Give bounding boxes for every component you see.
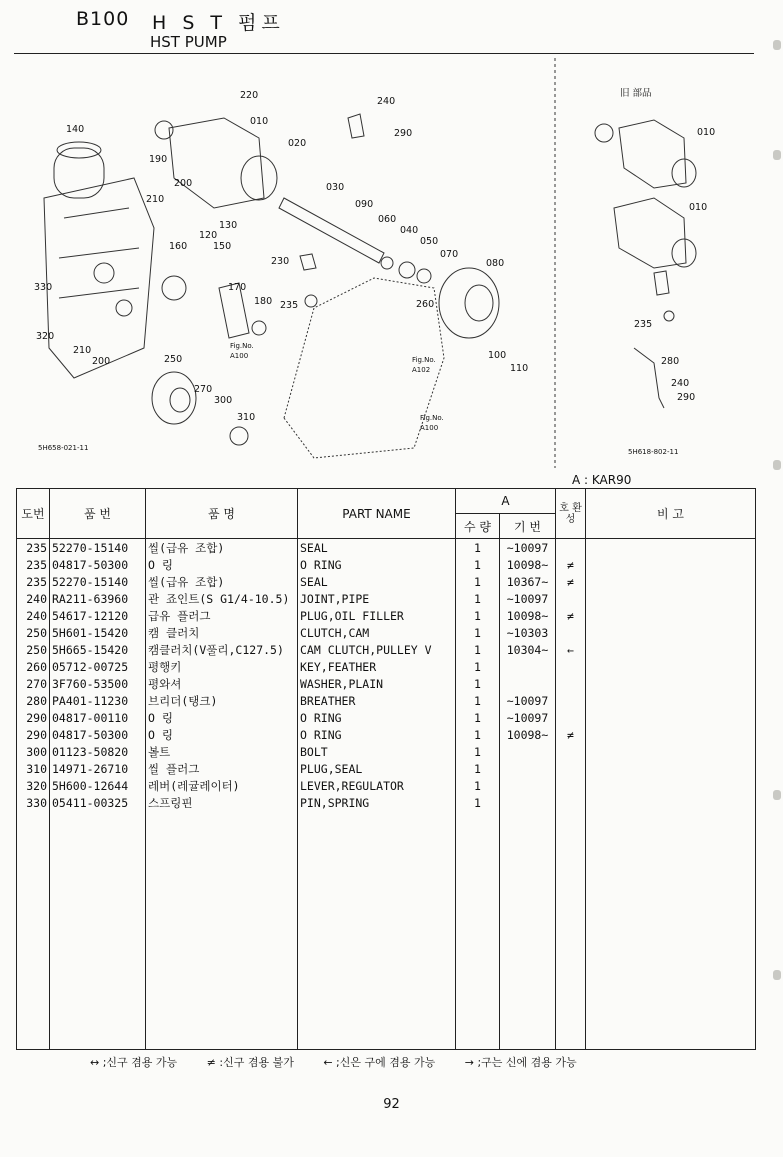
table-row [17, 743, 756, 760]
cell-name-ko: 캠클러치(V풀리,C127.5) [146, 641, 298, 658]
svg-text:330: 330 [34, 282, 53, 293]
table-filler [17, 811, 756, 1050]
svg-text:310: 310 [237, 412, 256, 423]
table-row [17, 794, 756, 811]
cell-serial: 10367~ [500, 573, 556, 590]
svg-text:A100: A100 [230, 352, 249, 360]
cell-qty: 1 [456, 539, 500, 557]
svg-text:Fig.No.: Fig.No. [230, 342, 254, 350]
svg-text:030: 030 [326, 182, 345, 193]
cell-no: 235 [17, 556, 50, 573]
cell-qty: 1 [456, 556, 500, 573]
cell-remarks [586, 794, 756, 811]
cell-no: 330 [17, 794, 50, 811]
cell-remarks [586, 709, 756, 726]
cell-part-no: 54617-12120 [50, 607, 146, 624]
cell-part-name: BOLT [298, 743, 456, 760]
svg-text:230: 230 [271, 256, 290, 267]
cell-serial [500, 675, 556, 692]
cell-remarks [586, 539, 756, 557]
pulley-drawing [152, 268, 499, 424]
cell-ic [556, 709, 586, 726]
cell-ic: ≠ [556, 573, 586, 590]
svg-text:280: 280 [661, 356, 680, 367]
svg-text:270: 270 [194, 384, 213, 395]
svg-text:010: 010 [697, 127, 716, 138]
svg-text:Fig.No.: Fig.No. [412, 356, 436, 364]
svg-text:040: 040 [400, 225, 419, 236]
cell-name-ko: 스프링핀 [146, 794, 298, 811]
cell-ic [556, 760, 586, 777]
cell-serial [500, 760, 556, 777]
cell-part-name: O RING [298, 709, 456, 726]
table-row [17, 658, 756, 675]
cell-qty: 1 [456, 760, 500, 777]
svg-text:290: 290 [394, 128, 413, 139]
table-row [17, 641, 756, 658]
cell-part-no: 5H600-12644 [50, 777, 146, 794]
cell-remarks [586, 726, 756, 743]
svg-text:100: 100 [488, 350, 507, 361]
cell-part-name: SEAL [298, 539, 456, 557]
table-row [17, 726, 756, 743]
svg-text:220: 220 [240, 90, 259, 101]
cell-serial: 10098~ [500, 556, 556, 573]
cell-ic [556, 624, 586, 641]
cell-ic [556, 794, 586, 811]
svg-text:050: 050 [420, 236, 439, 247]
cell-qty: 1 [456, 573, 500, 590]
filler-cell [17, 811, 50, 1050]
cell-part-name: PLUG,OIL FILLER [298, 607, 456, 624]
svg-text:200: 200 [92, 356, 111, 367]
cell-part-name: PIN,SPRING [298, 794, 456, 811]
cell-qty: 1 [456, 726, 500, 743]
cell-no: 300 [17, 743, 50, 760]
legend-item: ≠ :신구 겸용 불가 [206, 1056, 294, 1069]
svg-text:A100: A100 [420, 424, 439, 432]
cell-part-no: 04817-50300 [50, 556, 146, 573]
cell-serial [500, 794, 556, 811]
filler-cell [500, 811, 556, 1050]
cell-name-ko: O 링 [146, 709, 298, 726]
svg-text:300: 300 [214, 395, 233, 406]
cell-no: 250 [17, 641, 50, 658]
svg-text:Fig.No.: Fig.No. [420, 414, 444, 422]
cell-name-ko: 볼트 [146, 743, 298, 760]
cell-remarks [586, 743, 756, 760]
svg-text:160: 160 [169, 241, 188, 252]
cell-part-name: CAM CLUTCH,PULLEY V [298, 641, 456, 658]
cell-qty: 1 [456, 794, 500, 811]
cell-ic [556, 658, 586, 675]
cell-ic: ≠ [556, 607, 586, 624]
cell-part-no: 01123-50820 [50, 743, 146, 760]
svg-text:120: 120 [199, 230, 218, 241]
header-part-no: 품 번 [50, 489, 146, 539]
cell-serial [500, 777, 556, 794]
cell-remarks [586, 658, 756, 675]
header-qty: 수 량 [456, 514, 500, 539]
cell-qty: 1 [456, 743, 500, 760]
cell-name-ko: 캠 클러치 [146, 624, 298, 641]
svg-text:5H618-802-11: 5H618-802-11 [628, 448, 679, 456]
exploded-parts-diagram [14, 58, 754, 474]
table-row [17, 777, 756, 794]
cell-qty: 1 [456, 709, 500, 726]
cell-part-name: KEY,FEATHER [298, 658, 456, 675]
cell-name-ko: 씰(급유 조합) [146, 573, 298, 590]
cell-part-no: PA401-11230 [50, 692, 146, 709]
cell-part-name: WASHER,PLAIN [298, 675, 456, 692]
filler-cell [50, 811, 146, 1050]
svg-text:110: 110 [510, 363, 529, 374]
cell-ic: ← [556, 641, 586, 658]
old-parts-drawing [595, 120, 696, 408]
svg-text:260: 260 [416, 299, 435, 310]
cell-qty: 1 [456, 658, 500, 675]
svg-text:060: 060 [378, 214, 397, 225]
cell-part-no: 14971-26710 [50, 760, 146, 777]
svg-text:170: 170 [228, 282, 247, 293]
cell-serial: 10098~ [500, 726, 556, 743]
cell-name-ko: 급유 플러그 [146, 607, 298, 624]
cell-part-name: BREATHER [298, 692, 456, 709]
cell-qty: 1 [456, 590, 500, 607]
cell-part-name: PLUG,SEAL [298, 760, 456, 777]
legend-item: ← ;신은 구에 겸용 가능 [323, 1056, 436, 1069]
cell-part-name: O RING [298, 556, 456, 573]
cell-name-ko: O 링 [146, 556, 298, 573]
cell-name-ko: 씰(급유 조합) [146, 539, 298, 557]
header-part-name: PART NAME [298, 489, 456, 539]
page-number: 92 [383, 1097, 400, 1112]
header-group: A [456, 489, 556, 514]
cell-part-no: 52270-15140 [50, 573, 146, 590]
section-code: B100 [76, 8, 130, 30]
cell-part-name: LEVER,REGULATOR [298, 777, 456, 794]
table-row [17, 624, 756, 641]
svg-text:010: 010 [689, 202, 708, 213]
header-interchange: 호 환 성 [556, 489, 586, 539]
cell-no: 270 [17, 675, 50, 692]
legend-item: → ;구는 신에 겸용 가능 [464, 1056, 577, 1069]
svg-text:250: 250 [164, 354, 183, 365]
cell-name-ko: 씰 플러그 [146, 760, 298, 777]
cell-name-ko: 레버(레귤레이터) [146, 777, 298, 794]
filler-cell [298, 811, 456, 1050]
svg-text:140: 140 [66, 124, 85, 135]
svg-text:020: 020 [288, 138, 307, 149]
table-row [17, 590, 756, 607]
cell-part-no: RA211-63960 [50, 590, 146, 607]
model-note: A : KAR90 [572, 473, 632, 487]
table-row [17, 692, 756, 709]
cell-serial [500, 658, 556, 675]
table-row [17, 573, 756, 590]
parts-table [16, 488, 756, 1050]
svg-text:190: 190 [149, 154, 168, 165]
svg-text:090: 090 [355, 199, 374, 210]
cell-qty: 1 [456, 777, 500, 794]
cell-qty: 1 [456, 607, 500, 624]
svg-text:290: 290 [677, 392, 696, 403]
cell-no: 280 [17, 692, 50, 709]
cell-serial: ~10097 [500, 539, 556, 557]
cell-no: 310 [17, 760, 50, 777]
cell-part-name: SEAL [298, 573, 456, 590]
cell-part-name: JOINT,PIPE [298, 590, 456, 607]
cell-no: 240 [17, 590, 50, 607]
svg-text:A102: A102 [412, 366, 431, 374]
cell-no: 240 [17, 607, 50, 624]
table-row [17, 760, 756, 777]
cell-ic [556, 743, 586, 760]
page-title-korean: H S T 펌프 [152, 12, 285, 34]
cell-no: 320 [17, 777, 50, 794]
filler-cell [146, 811, 298, 1050]
svg-text:5H658-021-11: 5H658-021-11 [38, 444, 89, 452]
cell-name-ko: 브리더(탱크) [146, 692, 298, 709]
cell-remarks [586, 692, 756, 709]
table-row [17, 539, 756, 557]
legend-item: ↔ ;신구 겸용 가능 [90, 1056, 178, 1069]
table-row [17, 675, 756, 692]
cell-part-no: 04817-00110 [50, 709, 146, 726]
svg-text:210: 210 [146, 194, 165, 205]
cell-remarks [586, 624, 756, 641]
svg-text:320: 320 [36, 331, 55, 342]
legend [90, 1054, 603, 1070]
svg-text:210: 210 [73, 345, 92, 356]
svg-text:240: 240 [377, 96, 396, 107]
cell-ic [556, 692, 586, 709]
cell-remarks [586, 607, 756, 624]
cell-remarks [586, 590, 756, 607]
cell-part-no: 5H601-15420 [50, 624, 146, 641]
svg-text:180: 180 [254, 296, 273, 307]
header-no: 도번 [17, 489, 50, 539]
cell-ic [556, 539, 586, 557]
pump-assembly-drawing [44, 142, 154, 378]
cell-ic [556, 777, 586, 794]
svg-text:旧 部品: 旧 部品 [620, 88, 652, 99]
cell-no: 235 [17, 539, 50, 557]
cell-part-no: 52270-15140 [50, 539, 146, 557]
cell-ic [556, 675, 586, 692]
header-serial: 기 번 [500, 514, 556, 539]
diagram-callouts [34, 87, 715, 456]
cell-remarks [586, 760, 756, 777]
filler-cell [556, 811, 586, 1050]
svg-text:240: 240 [671, 378, 690, 389]
cell-no: 290 [17, 709, 50, 726]
table-row [17, 709, 756, 726]
cell-qty: 1 [456, 624, 500, 641]
page-title-english: HST PUMP [150, 33, 227, 51]
table-row [17, 556, 756, 573]
cell-name-ko: 관 죠인트(S G1/4-10.5) [146, 590, 298, 607]
cell-part-no: 05411-00325 [50, 794, 146, 811]
cell-ic: ≠ [556, 556, 586, 573]
svg-text:130: 130 [219, 220, 238, 231]
filler-cell [586, 811, 756, 1050]
svg-text:010: 010 [250, 116, 269, 127]
cell-name-ko: 평행키 [146, 658, 298, 675]
cell-serial: ~10303 [500, 624, 556, 641]
svg-text:150: 150 [213, 241, 232, 252]
binder-holes [771, 30, 781, 1030]
cell-remarks [586, 573, 756, 590]
cell-part-no: 3F760-53500 [50, 675, 146, 692]
table-row [17, 607, 756, 624]
header-remarks: 비 고 [586, 489, 756, 539]
cell-ic [556, 590, 586, 607]
cell-serial: 10098~ [500, 607, 556, 624]
cell-ic: ≠ [556, 726, 586, 743]
svg-text:200: 200 [174, 178, 193, 189]
filler-cell [456, 811, 500, 1050]
cell-name-ko: O 링 [146, 726, 298, 743]
cell-serial: ~10097 [500, 590, 556, 607]
casting-housing-drawing [169, 118, 444, 458]
cell-no: 250 [17, 624, 50, 641]
cell-remarks [586, 641, 756, 658]
cell-part-name: CLUTCH,CAM [298, 624, 456, 641]
header-rule [14, 53, 754, 54]
cell-qty: 1 [456, 675, 500, 692]
cell-remarks [586, 675, 756, 692]
cell-part-no: 05712-00725 [50, 658, 146, 675]
header-name-ko: 품 명 [146, 489, 298, 539]
cell-no: 235 [17, 573, 50, 590]
svg-text:235: 235 [280, 300, 299, 311]
cell-serial [500, 743, 556, 760]
cell-serial: 10304~ [500, 641, 556, 658]
svg-text:235: 235 [634, 319, 653, 330]
cell-qty: 1 [456, 692, 500, 709]
cell-serial: ~10097 [500, 692, 556, 709]
cell-serial: ~10097 [500, 709, 556, 726]
svg-text:080: 080 [486, 258, 505, 269]
cell-part-name: O RING [298, 726, 456, 743]
cell-remarks [586, 777, 756, 794]
cell-part-no: 04817-50300 [50, 726, 146, 743]
cell-remarks [586, 556, 756, 573]
cell-qty: 1 [456, 641, 500, 658]
cell-name-ko: 평와셔 [146, 675, 298, 692]
svg-text:070: 070 [440, 249, 459, 260]
cell-no: 260 [17, 658, 50, 675]
cell-no: 290 [17, 726, 50, 743]
cell-part-no: 5H665-15420 [50, 641, 146, 658]
